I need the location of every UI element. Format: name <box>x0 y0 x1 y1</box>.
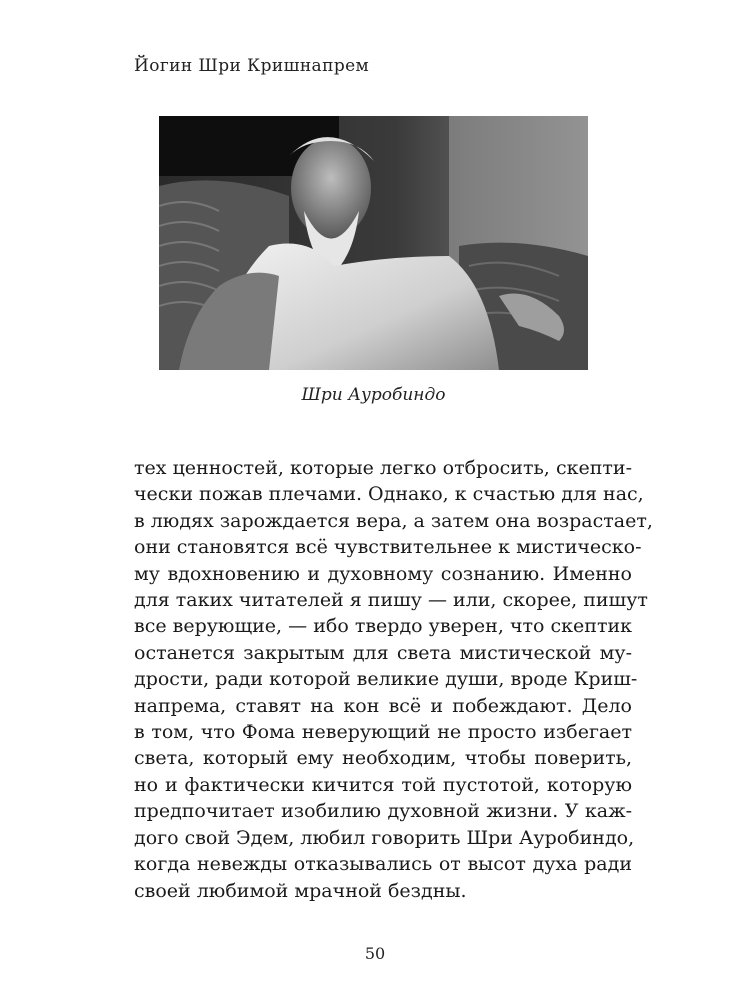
page-number: 50 <box>364 944 386 963</box>
text-line: напрема, ставят на кон всё и побеждают. Дело <box>134 694 632 717</box>
text-line: дрости, ради которой великие души, вроде Криш- <box>134 668 638 691</box>
text-line: в том, что Фома неверующий не просто избегает <box>134 721 632 744</box>
text-line: но и фактически кичится той пустотой, которую <box>134 773 632 796</box>
body-paragraph <box>134 455 653 904</box>
running-head: Йогин Шри Кришнапрем <box>134 56 370 76</box>
text-line: для таких читателей я пишу — или, скорее, пишут <box>134 589 648 612</box>
text-line: му вдохновению и духовному сознанию. Именно <box>134 562 632 585</box>
text-line: все верующие, — ибо твердо уверен, что скептик <box>134 615 632 638</box>
text-line: чески пожав плечами. Однако, к счастью для нас, <box>134 483 644 506</box>
text-line: тех ценностей, которые легко отбросить, скепти- <box>134 457 632 479</box>
text-line: света, который ему необходим, чтобы поверить, <box>134 747 632 770</box>
text-line: дого свой Эдем, любил говорить Шри Ауробиндо, <box>134 826 635 849</box>
text-line: они становятся всё чувствительнее к мистическо- <box>134 536 642 559</box>
portrait-image <box>159 116 588 370</box>
text-line: останется закрытым для света мистической му- <box>134 641 632 664</box>
text-line: предпочитает изобилию духовной жизни. У каж- <box>134 800 632 823</box>
portrait-photo <box>159 116 588 370</box>
text-line: в людях зарождается вера, а затем она возрастает, <box>134 509 653 532</box>
text-line: своей любимой мрачной бездны. <box>134 879 467 902</box>
figure-caption: Шри Ауробиндо <box>301 385 446 405</box>
text-line: когда невежды отказывались от высот духа ради <box>134 853 632 876</box>
